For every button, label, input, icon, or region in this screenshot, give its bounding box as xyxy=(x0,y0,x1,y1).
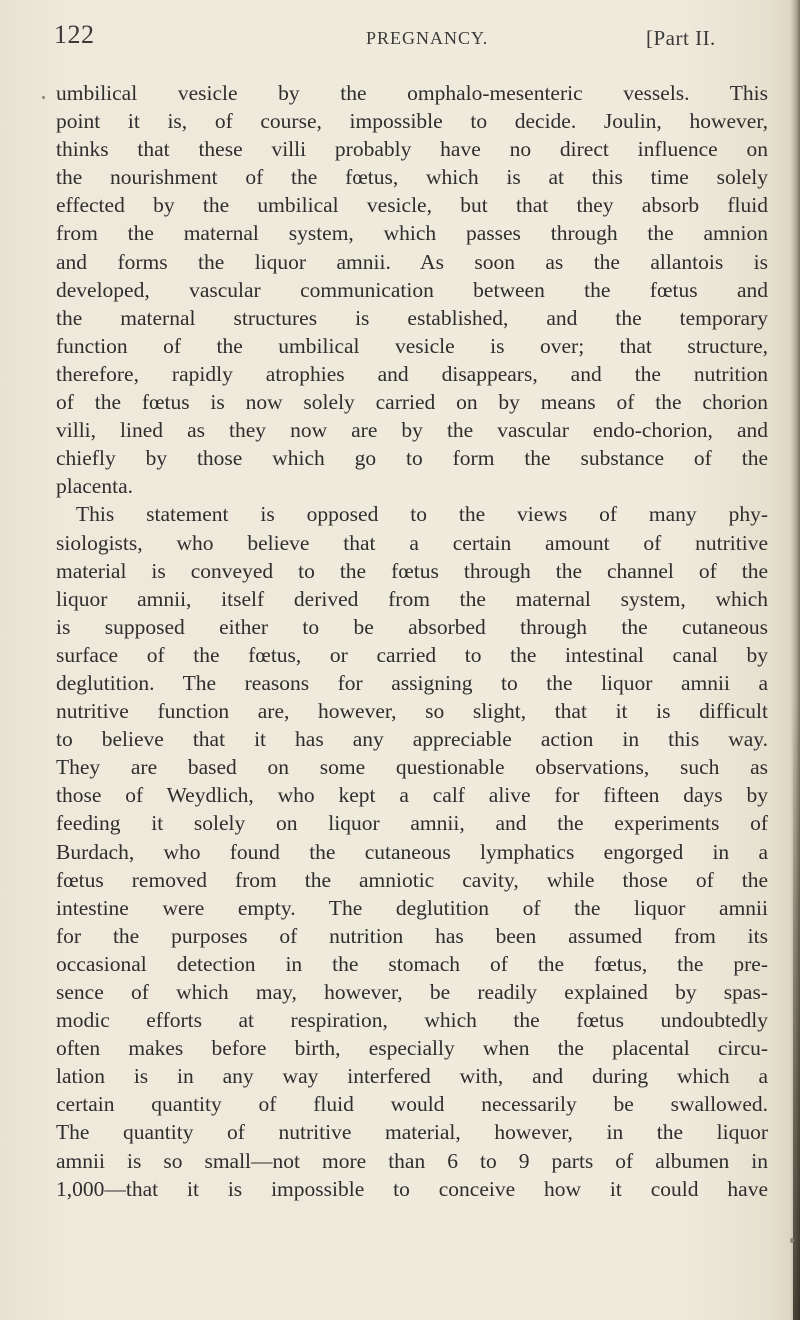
text-line: from the maternal system, which passes through the amnion xyxy=(56,221,768,246)
body-text xyxy=(56,79,768,1203)
text-line: amnii is so small—not more than 6 to 9 parts of albumen in xyxy=(56,1148,768,1173)
text-line: of the fœtus is now solely carried on by means of the chorion xyxy=(56,390,768,415)
text-line: fœtus removed from the amniotic cavity, while those of the xyxy=(56,867,768,892)
paragraph-start-line: This statement is opposed to the views of many phy- xyxy=(76,502,768,527)
text-line: those of Weydlich, who kept a calf alive for fifteen days by xyxy=(56,783,768,808)
text-line: sence of which may, however, be readily explained by spas- xyxy=(56,980,768,1004)
page-edge-dark xyxy=(793,700,800,1320)
text-line: intestine were empty. The deglutition of the liquor amnii xyxy=(56,895,768,920)
text-line: villi, lined as they now are by the vascular endo-chorion, and xyxy=(56,418,768,443)
running-header xyxy=(54,20,774,60)
text-line: feeding it solely on liquor amnii, and the experiments of xyxy=(56,811,768,836)
text-line: often makes before birth, especially when the placental circu- xyxy=(56,1036,768,1061)
text-line: The quantity of nutritive material, however, in the liquor xyxy=(56,1120,768,1145)
text-line: the nourishment of the fœtus, which is at this time solely xyxy=(56,165,768,190)
text-line: lation is in any way interfered with, and during which a xyxy=(56,1064,768,1089)
running-title: PREGNANCY. xyxy=(366,28,489,48)
text-line: is supposed either to be absorbed through the cutaneous xyxy=(56,614,768,639)
text-line: developed, vascular communication between the fœtus and xyxy=(56,277,768,302)
text-line: and forms the liquor amnii. As soon as the allantois is xyxy=(56,249,768,274)
text-line: thinks that these villi probably have no direct influence on xyxy=(56,137,768,162)
text-line: point it is, of course, impossible to decide. Joulin, however, xyxy=(56,109,768,134)
text-line: chiefly by those which go to form the substance of the xyxy=(56,446,768,471)
text-line: Burdach, who found the cutaneous lymphatics engorged in a xyxy=(56,839,768,864)
text-line: siologists, who believe that a certain amount of nutritive xyxy=(56,530,768,555)
text-line: 1,000—that it is impossible to conceive how it could have xyxy=(56,1176,768,1201)
text-line: umbilical vesicle by the omphalo-mesenteric vessels. This xyxy=(56,81,768,105)
text-line: surface of the fœtus, or carried to the intestinal canal by xyxy=(56,642,768,667)
text-line: certain quantity of fluid would necessarily be swallowed. xyxy=(56,1092,768,1117)
scan-speck xyxy=(42,96,45,99)
text-line: occasional detection in the stomach of the fœtus, the pre- xyxy=(56,951,768,976)
text-line: deglutition. The reasons for assigning to the liquor amnii a xyxy=(56,670,768,695)
text-line: They are based on some questionable observations, such as xyxy=(56,755,768,780)
text-line: nutritive function are, however, so slight, that it is difficult xyxy=(56,699,768,724)
paragraph-end-line: placenta. xyxy=(56,474,133,499)
text-line: modic efforts at respiration, which the fœtus undoubtedly xyxy=(56,1008,768,1033)
text-line: material is conveyed to the fœtus through the channel of the xyxy=(56,558,768,583)
text-line: to believe that it has any appreciable action in this way. xyxy=(56,727,768,752)
text-line: effected by the umbilical vesicle, but that they absorb fluid xyxy=(56,193,768,218)
text-line: function of the umbilical vesicle is over; that structure, xyxy=(56,333,768,358)
text-line: the maternal structures is established, and the temporary xyxy=(56,305,768,330)
text-line: liquor amnii, itself derived from the maternal system, which xyxy=(56,586,768,611)
scan-speck xyxy=(790,1238,794,1243)
text-line: for the purposes of nutrition has been assumed from its xyxy=(56,923,768,948)
page-number: 122 xyxy=(54,20,95,49)
text-line: therefore, rapidly atrophies and disappears, and the nutrition xyxy=(56,361,768,386)
part-label: [Part II. xyxy=(646,26,716,50)
